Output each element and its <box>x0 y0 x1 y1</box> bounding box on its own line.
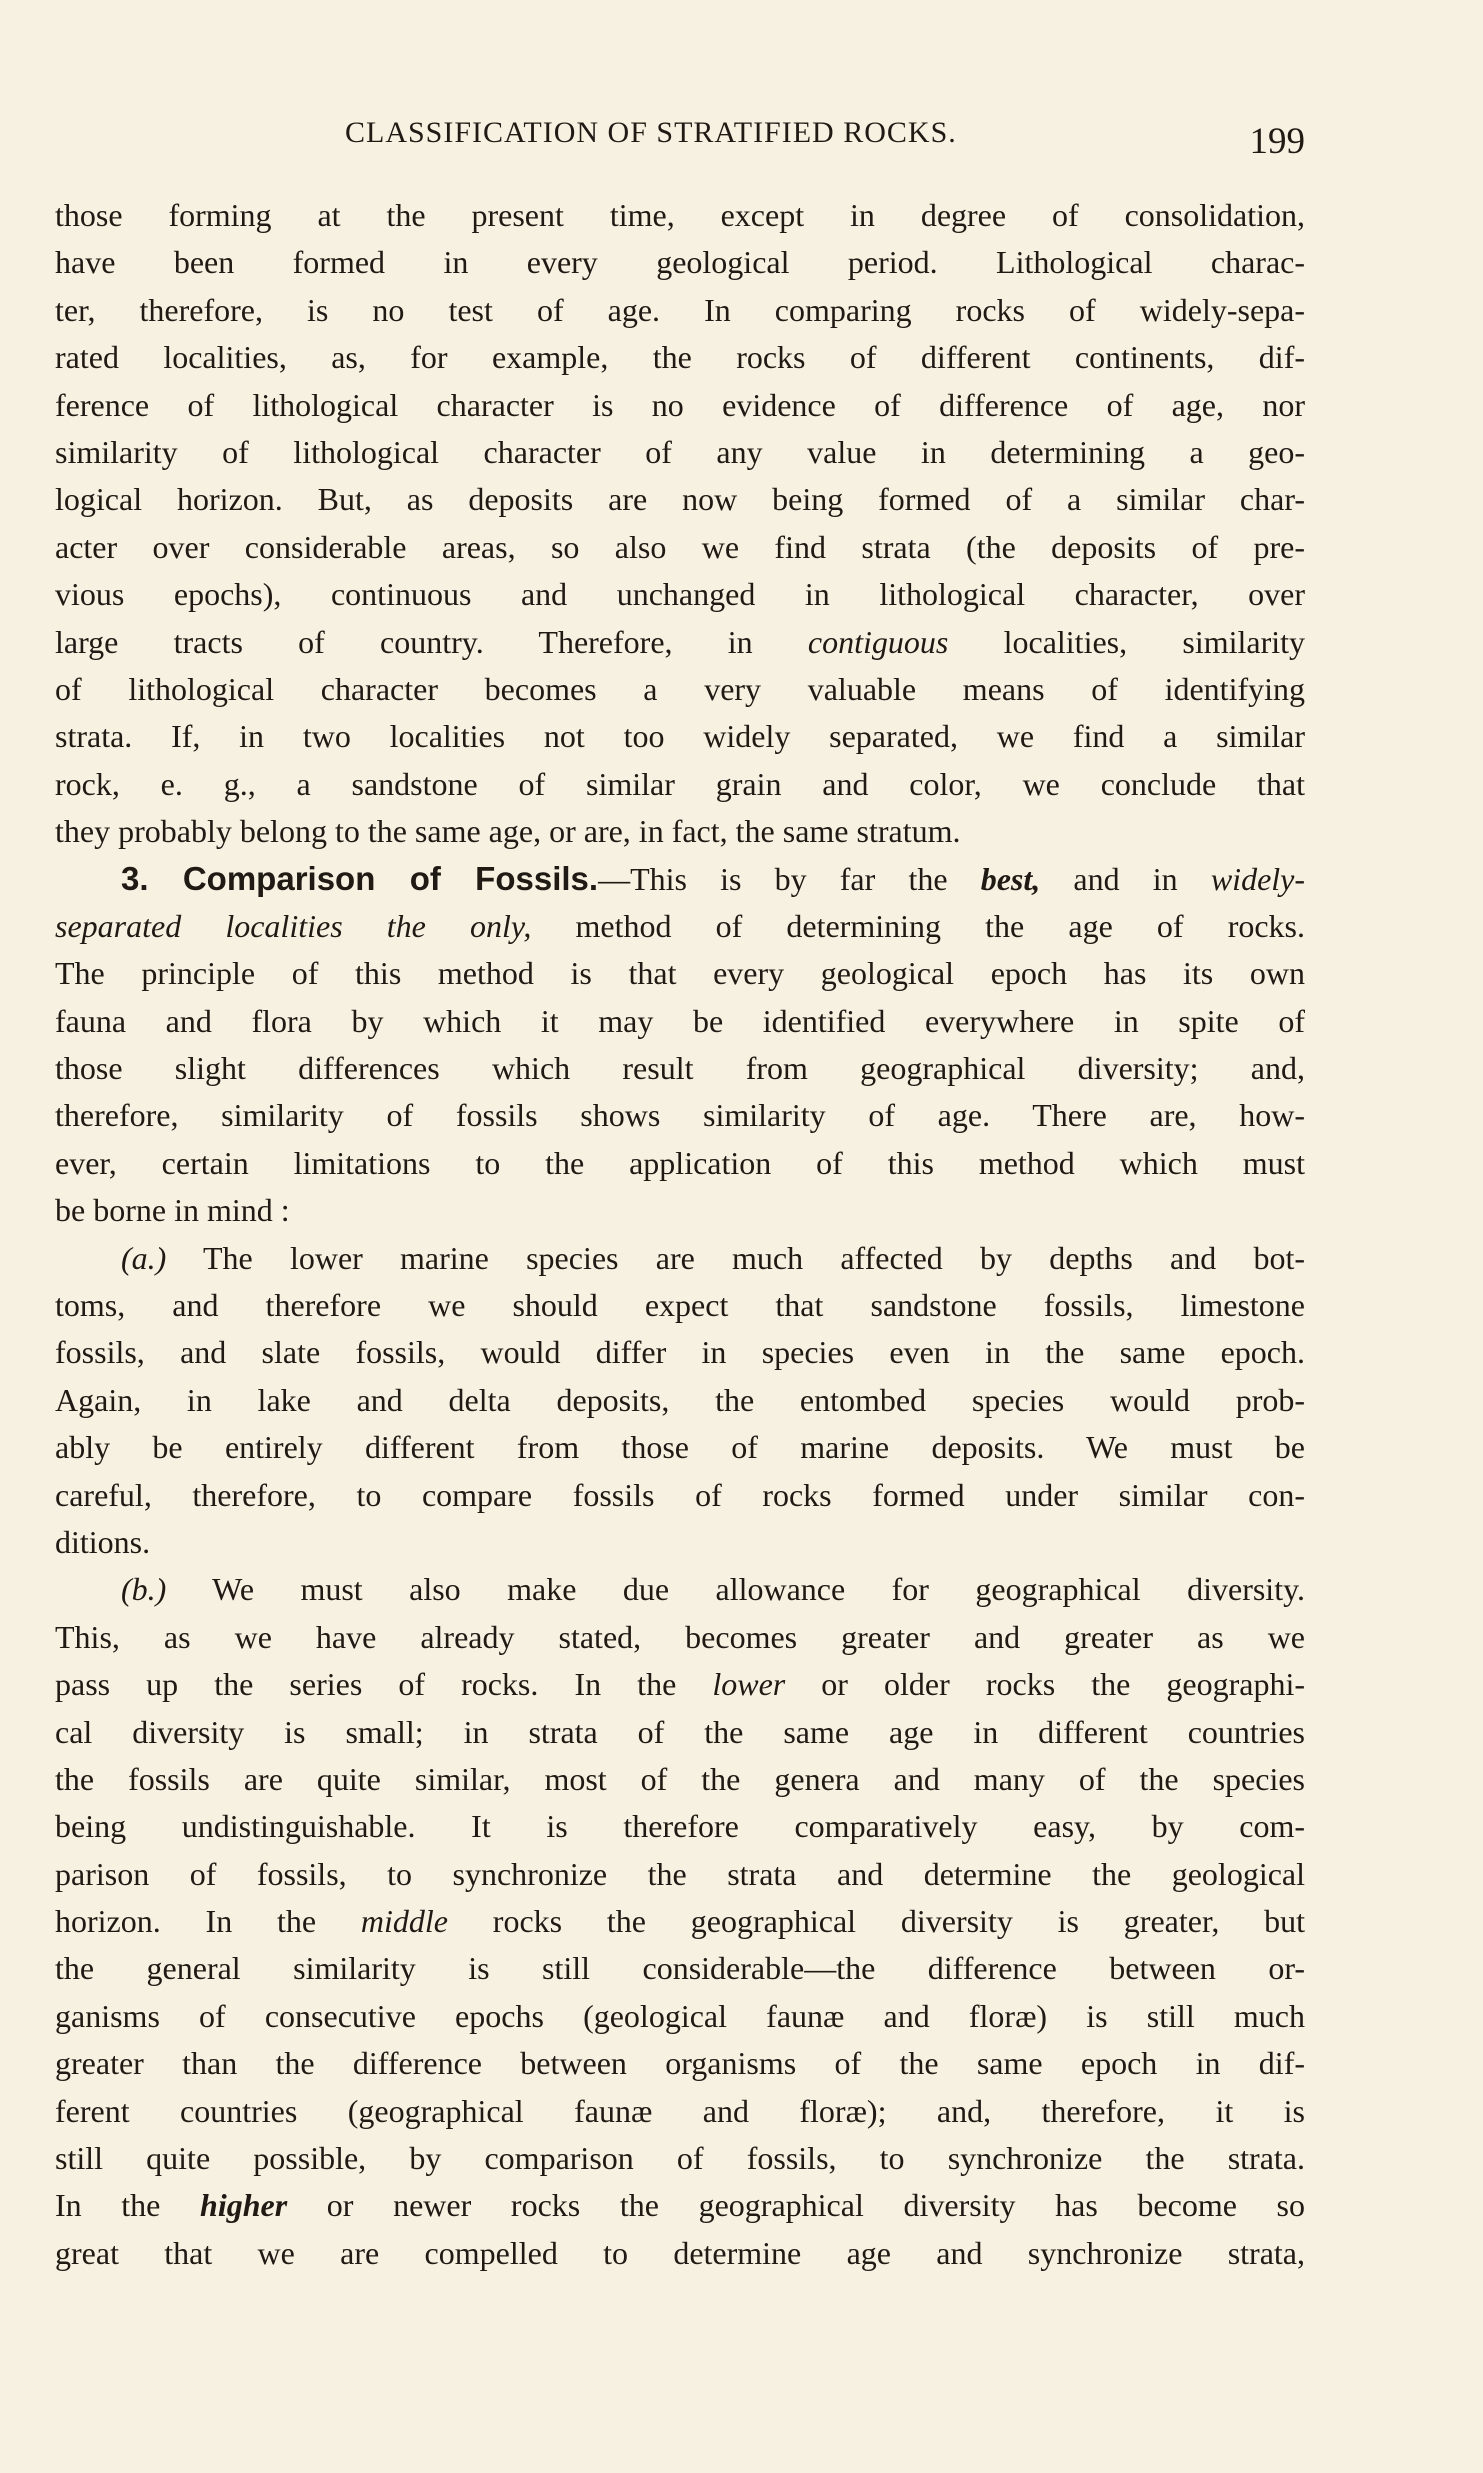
emphasis-middle: middle <box>360 1903 448 1940</box>
text-line: ferent countries (geographical faunæ and floræ); and, therefore, it is <box>55 2092 1305 2129</box>
text-line: parison of fossils, to synchronize the strata and determine the geological <box>55 1855 1305 1892</box>
text-line: logical horizon. But, as deposits are now being formed of a similar char- <box>55 481 1305 518</box>
text-line: ably be entirely different from those of marine deposits. We must be <box>55 1429 1305 1466</box>
emphasis-only: separated localities the only, <box>55 907 532 944</box>
text-line: fossils, and slate fossils, would differ in species even in the same epoch. <box>55 1334 1305 1371</box>
emphasis-widely: widely- <box>1210 861 1305 898</box>
text-line: have been formed in every geological period. Lithological charac- <box>55 244 1305 281</box>
section-heading: 3. Comparison of Fossils. <box>121 860 599 898</box>
text-line: pass up the series of rocks. In the lower or older rocks the geographi- <box>55 1666 1305 1703</box>
text-line: (a.) The lower marine species are much affected by depths and bot- <box>121 1239 1305 1276</box>
text-line: Again, in lake and delta deposits, the entombed species would prob- <box>55 1381 1305 1418</box>
text-line: careful, therefore, to compare fossils of rocks formed under similar con- <box>55 1476 1305 1513</box>
text-line: therefore, similarity of fossils shows similarity of age. There are, how- <box>55 1097 1305 1134</box>
text-line: they probably belong to the same age, or are, in fact, the same stratum. <box>55 813 961 850</box>
body-text <box>55 192 1305 2277</box>
text-line: of lithological character becomes a very valuable means of identifying <box>55 670 1305 707</box>
text-line: acter over considerable areas, so also we find strata (the deposits of pre- <box>55 528 1305 565</box>
text-line: ever, certain limitations to the application of this method which must <box>55 1144 1305 1181</box>
text-line: be borne in mind : <box>55 1192 290 1229</box>
text-line: strata. If, in two localities not too widely separated, we find a similar <box>55 718 1305 755</box>
emphasis-lower: lower <box>712 1666 786 1703</box>
section-heading-line: 3. Comparison of Fossils.—This is by far the best, and in widely- <box>121 860 1305 898</box>
label-a: (a.) <box>121 1239 167 1276</box>
running-head <box>55 108 1305 168</box>
text-line: greater than the difference between organisms of the same epoch in dif- <box>55 2045 1305 2082</box>
emphasis-contiguous: contiguous <box>807 623 949 660</box>
text-line: ter, therefore, is no test of age. In comparing rocks of widely-sepa- <box>55 291 1305 328</box>
text-line: great that we are compelled to determine age and synchronize strata, <box>55 2234 1305 2271</box>
text-line: rock, e. g., a sandstone of similar grain and color, we conclude that <box>55 765 1305 802</box>
text-line: being undistinguishable. It is therefore comparatively easy, by com- <box>55 1808 1305 1845</box>
text-line: the fossils are quite similar, most of the genera and many of the species <box>55 1760 1305 1797</box>
text-line: vious epochs), continuous and unchanged in lithological character, over <box>55 576 1305 613</box>
text-line: still quite possible, by comparison of fossils, to synchronize the strata. <box>55 2140 1305 2177</box>
text-line: (b.) We must also make due allowance for geographical diversity. <box>121 1571 1305 1608</box>
text-line: In the higher or newer rocks the geographical diversity has become so <box>55 2187 1305 2224</box>
running-title: CLASSIFICATION OF STRATIFIED ROCKS. <box>345 116 957 149</box>
text-line: large tracts of country. Therefore, in contiguous localities, similarity <box>55 623 1305 660</box>
label-b: (b.) <box>121 1571 167 1608</box>
text-line: separated localities the only, method of determining the age of rocks. <box>55 907 1305 944</box>
page-number: 199 <box>1249 121 1305 162</box>
text-line: ference of lithological character is no evidence of difference of age, nor <box>55 386 1305 423</box>
emphasis-higher: higher <box>200 2187 288 2224</box>
emphasis-best: best, <box>980 861 1041 898</box>
text-line: those forming at the present time, except in degree of consolidation, <box>55 197 1305 233</box>
text-line: toms, and therefore we should expect that sandstone fossils, limestone <box>55 1286 1305 1323</box>
text-line: ditions. <box>55 1523 151 1560</box>
text-line: fauna and flora by which it may be identified everywhere in spite of <box>55 1002 1305 1039</box>
text-line: ganisms of consecutive epochs (geological faunæ and floræ) is still much <box>55 1997 1305 2034</box>
text-line: those slight differences which result from geographical diversity; and, <box>55 1050 1305 1087</box>
text-line: rated localities, as, for example, the rocks of different continents, dif- <box>55 339 1305 376</box>
text-line: This, as we have already stated, becomes greater and greater as we <box>55 1618 1305 1655</box>
text-line: the general similarity is still considerable—the difference between or- <box>55 1950 1305 1987</box>
text-line: similarity of lithological character of any value in determining a geo- <box>55 433 1305 470</box>
text-line: cal diversity is small; in strata of the same age in different countries <box>55 1713 1305 1750</box>
text-line: horizon. In the middle rocks the geographical diversity is greater, but <box>55 1903 1305 1940</box>
text-line: The principle of this method is that every geological epoch has its own <box>55 955 1305 992</box>
